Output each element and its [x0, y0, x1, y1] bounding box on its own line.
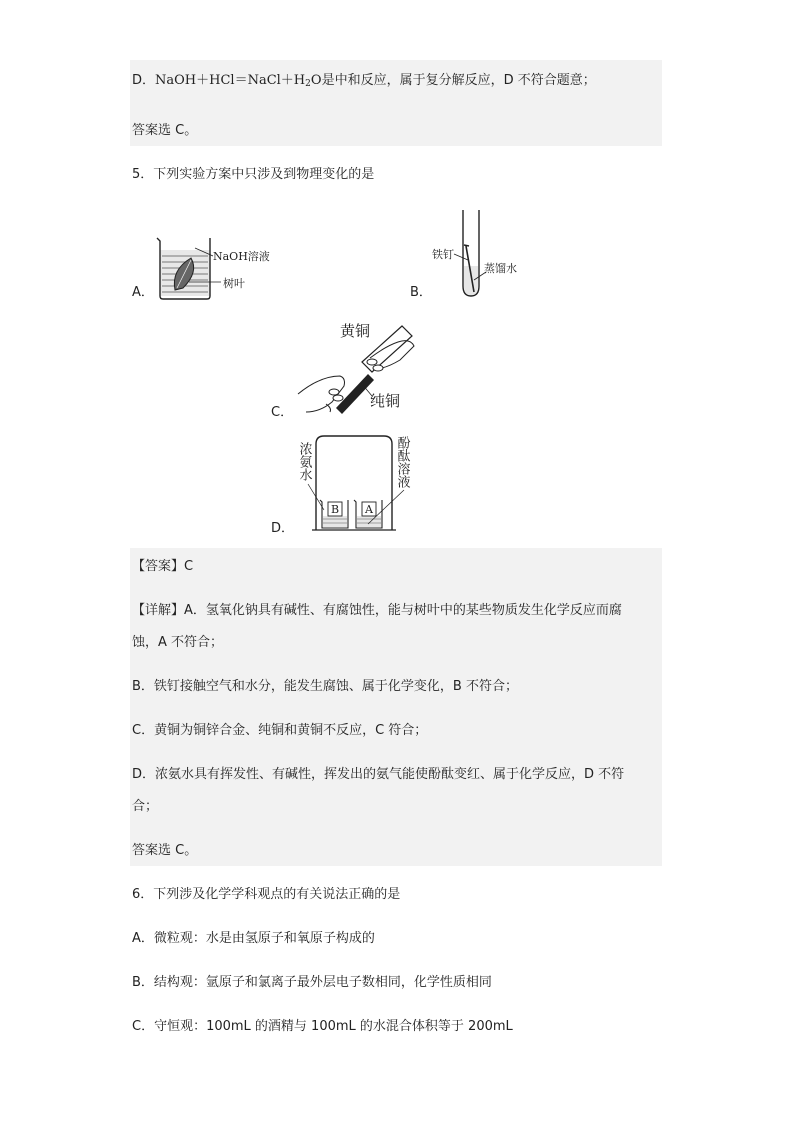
brass-label: 黄铜 — [340, 322, 371, 340]
leaf-label: 树叶 — [223, 277, 245, 290]
q5-answer: 【答案】C — [132, 559, 194, 574]
q5-detail-line-3: B．铁钉接触空气和水分，能发生腐蚀、属于化学变化，B 不符合； — [132, 679, 518, 694]
neutralization-formula: $NaOH+HCl=NaCl+H_2O$ — [155, 73, 322, 89]
q6-option-a: A．微粒观：水是由氢原子和氧原子构成的 — [132, 931, 375, 946]
q6-option-c: C．守恒观：100mL 的酒精与 100mL 的水混合体积等于 200mL — [132, 1019, 513, 1034]
shaded-block-answer — [130, 548, 662, 866]
q5-detail-line-1: 【详解】A．氢氧化钠具有碱性、有腐蚀性，能与树叶中的某些物质发生化学反应而腐 — [132, 603, 622, 618]
q5-detail-line-5: D．浓氨水具有挥发性、有碱性，挥发出的氨气能使酚酞变红、属于化学反应，D 不符 — [132, 767, 625, 782]
q5-option-c-label: C． — [271, 405, 294, 420]
beaker-leaf-figure — [155, 232, 290, 304]
prev-conclusion: 答案选 C。 — [132, 123, 198, 138]
pure-copper-label: 纯铜 — [370, 392, 401, 410]
q6-stem: 6．下列涉及化学学科观点的有关说法正确的是 — [132, 887, 401, 902]
distilled-water-label: 蒸馏水 — [484, 262, 517, 275]
ammonia-label: 浓氨水 — [296, 442, 312, 481]
q5-option-a-label: A． — [132, 285, 154, 300]
q5-detail-line-6: 合； — [132, 799, 159, 814]
ammonia-phenolphthalein-figure — [294, 430, 414, 536]
q5-option-d-label: D． — [271, 521, 295, 536]
brass-scratch-figure — [290, 316, 430, 424]
q5-detail-line-2: 蚀，A 不符合； — [132, 635, 224, 650]
q5-option-b-label: B． — [410, 285, 432, 300]
q5-stem: 5．下列实验方案中只涉及到物理变化的是 — [132, 167, 375, 182]
nail-label: 铁钉 — [432, 248, 454, 261]
q5-detail-line-7: 答案选 C。 — [132, 843, 198, 858]
prev-option-d: D．$NaOH+HCl=NaCl+H_2O$是中和反应，属于复分解反应，D 不符合题意； — [132, 73, 596, 89]
phenolphthalein-label: 酚酞溶液 — [394, 436, 410, 488]
beaker-a-label: A — [365, 503, 373, 516]
q5-detail-line-4: C．黄铜为铜锌合金、纯铜和黄铜不反应，C 符合； — [132, 723, 428, 738]
beaker-b-label: B — [331, 503, 340, 516]
naoh-label: NaOH溶液 — [213, 250, 270, 263]
q6-option-b: B．结构观：氩原子和氯离子最外层电子数相同，化学性质相同 — [132, 975, 492, 990]
test-tube-nail-figure — [430, 208, 530, 300]
